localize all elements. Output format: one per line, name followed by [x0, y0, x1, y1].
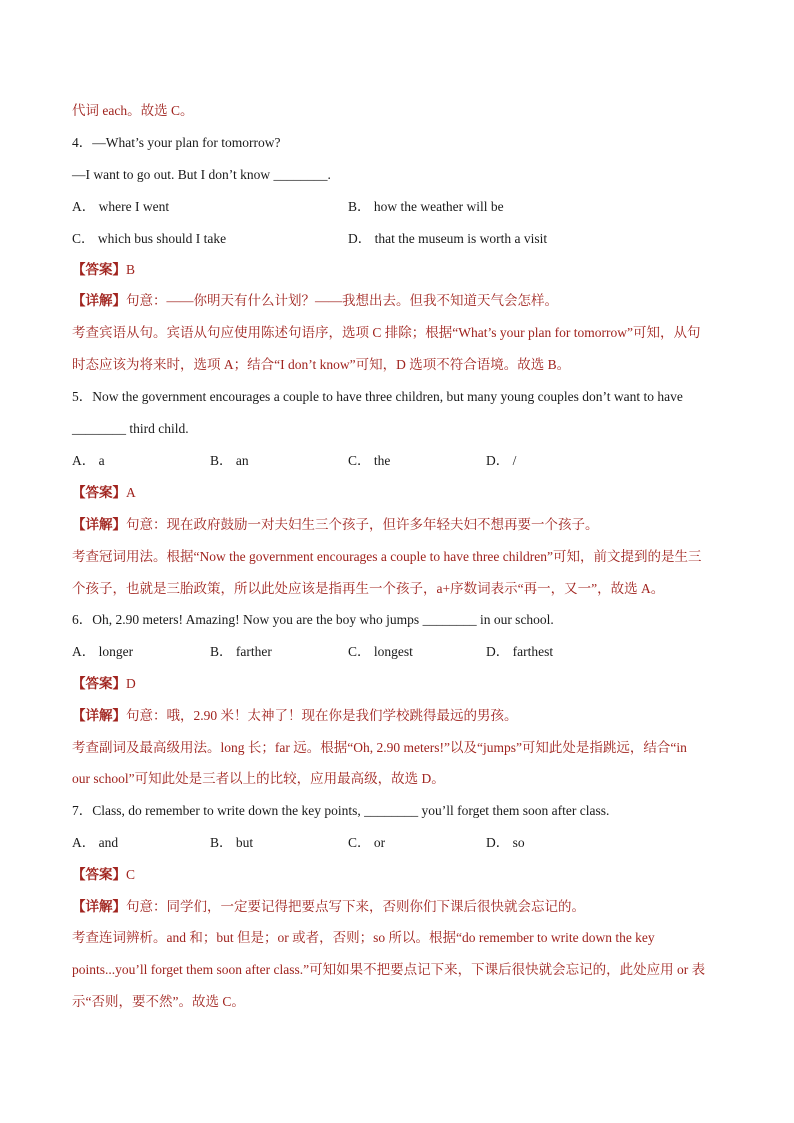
detail-line — [72, 292, 558, 310]
detail-line — [72, 898, 585, 916]
detail-text: 句意：同学们，一定要记得把要点写下来，否则你们下课后很快就会忘记的。 — [126, 899, 585, 914]
answer-line — [72, 484, 136, 502]
option-a: A． longer — [72, 644, 134, 659]
option-c: C． the — [348, 453, 391, 468]
explanation-line: 个孩子，也就是三胎政策，所以此处应该是指再生一个孩子，a+序数词表示“再一，又一”，故选 A。 — [72, 581, 665, 596]
question-5-stem-2: ________ third child. — [72, 421, 189, 436]
text-line: 代词 each。故选 C。 — [72, 103, 194, 118]
option-d: D． farthest — [486, 644, 554, 659]
answer-line — [72, 866, 135, 884]
explanation-line: our school”可知此处是三者以上的比较，应用最高级，故选 D。 — [72, 771, 445, 786]
answer-label: 【答案】 — [72, 262, 126, 277]
detail-line — [72, 707, 518, 725]
answer-line — [72, 261, 135, 279]
option-b: B． farther — [210, 644, 272, 659]
detail-label: 【详解】 — [72, 899, 126, 914]
question-6-stem: 6．Oh, 2.90 meters! Amazing! Now you are the boy who jumps ________ in our school. — [72, 612, 554, 627]
question-5-stem: 5．Now the government encourages a couple to have three children, but many young couples don’t want to have — [72, 389, 683, 404]
explanation-line: 考查冠词用法。根据“Now the government encourages a couple to have three children”可知，前文提到的是生三 — [72, 549, 702, 564]
explanation-line: 示“否则，要不然”。故选 C。 — [72, 994, 245, 1009]
option-a: A． where I went — [72, 199, 170, 214]
answer-value: C — [126, 867, 136, 882]
answer-label: 【答案】 — [72, 867, 126, 882]
explanation-line: 考查宾语从句。宾语从句应使用陈述句语序，选项 C 排除；根据“What’s your plan for tomorrow”可知，从句 — [72, 325, 701, 340]
detail-label: 【详解】 — [72, 708, 126, 723]
explanation-line: 时态应该为将来时，选项 A；结合“I don’t know”可知，D 选项不符合语境。故选 B。 — [72, 357, 571, 372]
option-b: B． an — [210, 453, 249, 468]
option-a: A． and — [72, 835, 119, 850]
explanation-line: 考查副词及最高级用法。long 长；far 远。根据“Oh, 2.90 meters!”以及“jumps”可知此处是指跳远，结合“in — [72, 740, 687, 755]
option-d: D． / — [486, 453, 517, 468]
question-7-stem: 7．Class, do remember to write down the key points, ________ you’ll forget them soon after class. — [72, 803, 610, 818]
question-4-stem: 4．—What’s your plan for tomorrow? — [72, 135, 281, 150]
answer-line — [72, 675, 136, 693]
option-c: C． or — [348, 835, 386, 850]
question-4-stem-2: —I want to go out. But I don’t know ________. — [72, 167, 331, 182]
detail-label: 【详解】 — [72, 293, 126, 308]
option-b: B． how the weather will be — [348, 199, 504, 214]
detail-line — [72, 516, 599, 534]
explanation-line: 考查连词辨析。and 和；but 但是；or 或者，否则；so 所以。根据“do remember to write down the key — [72, 930, 655, 945]
explanation-line: points...you’ll forget them soon after class.”可知如果不把要点记下来，下课后很快就会忘记的，此处应用 or 表 — [72, 962, 706, 977]
option-c: C． which bus should I take — [72, 231, 227, 246]
answer-value: B — [126, 262, 136, 277]
answer-value: D — [126, 676, 136, 691]
detail-label: 【详解】 — [72, 517, 126, 532]
answer-label: 【答案】 — [72, 676, 126, 691]
option-c: C． longest — [348, 644, 413, 659]
detail-text: 句意：——你明天有什么计划？——我想出去。但我不知道天气会怎样。 — [126, 293, 558, 308]
detail-text: 句意：哦，2.90 米！太神了！现在你是我们学校跳得最远的男孩。 — [126, 708, 518, 723]
option-a: A． a — [72, 453, 105, 468]
detail-text: 句意：现在政府鼓励一对夫妇生三个孩子，但许多年轻夫妇不想再要一个孩子。 — [126, 517, 599, 532]
option-d: D． so — [486, 835, 525, 850]
answer-label: 【答案】 — [72, 485, 126, 500]
option-d: D． that the museum is worth a visit — [348, 231, 548, 246]
option-b: B． but — [210, 835, 254, 850]
answer-value: A — [126, 485, 136, 500]
